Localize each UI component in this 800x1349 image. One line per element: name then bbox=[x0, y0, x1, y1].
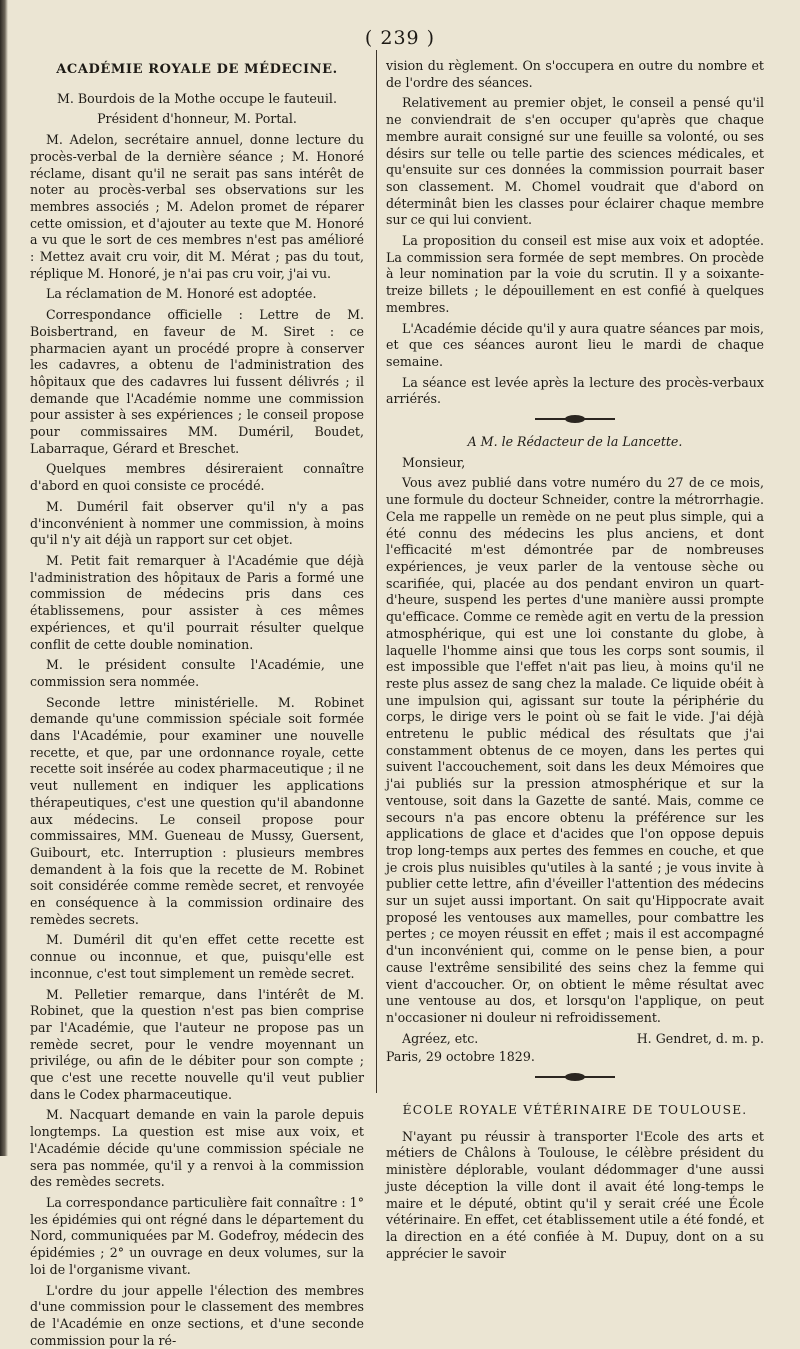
paragraph: M. Petit fait remarquer à l'Académie que déjà l'administration des hôpitaux de Paris a formé une commission de médecins pris dans ces établissemens, pour assister à ces mêmes expériences, et qu'il pourrait résulter quelque conflit de cette double nomination. bbox=[30, 552, 364, 652]
paragraph: La réclamation de M. Honoré est adoptée. bbox=[46, 286, 317, 302]
paragraph: M. Duméril dit qu'en effet cette recette est connue ou inconnue, et que, puisqu'elle est inconnue, c'est tout simplement un remède secret. bbox=[30, 932, 364, 981]
page-number: ( 239 ) bbox=[364, 27, 436, 49]
paragraph: Relativement au premier objet, le conseil a pensé qu'il ne conviendrait de s'en occuper qu'après que chaque membre aurait consigné sur une feuille sa volonté, ou ses désirs sur telle ou telle partie des sciences médicales, et qu'ensuite sur ces données la commission pourrait baser son classement. M. Chomel voudrait que d'abord on déterminât bien les classes pour éclairer chaque membre sur ce qui lui convient. bbox=[386, 95, 764, 228]
paragraph: M. Pelletier remarque, dans l'intérêt de M. Robinet, que la question n'est pas bien comprise par l'Académie, que l'auteur ne propose pas un remède secret, pour le vendre moyennant un privilége, ou afin de le débiter pour son compte ; que c'est une recette nouvelle qu'il veut publier dans le Codex pharmaceutique. bbox=[30, 986, 364, 1102]
section-heading-ecole: ÉCOLE ROYALE VÉTÉRINAIRE DE TOULOUSE. bbox=[402, 1103, 748, 1118]
ornamental-rule bbox=[535, 412, 615, 426]
section-heading-academie: ACADÉMIE ROYALE DE MÉDECINE. bbox=[56, 62, 338, 77]
right-column bbox=[386, 58, 764, 1261]
paragraph: Quelques membres désireraient connaître d'abord en quoi consiste ce procédé. bbox=[30, 461, 364, 494]
paragraph: La correspondance particulière fait connaître : 1° les épidémies qui ont régné dans le département du Nord, communiquées par M. Godefroy, médecin des épidémies ; 2° un ouvrage en deux volumes, sur la loi de l'organisme vivant. bbox=[30, 1195, 364, 1277]
paragraph: La proposition du conseil est mise aux voix et adoptée. La commission sera formée de sept membres. On procède à leur nomination par la voie du scrutin. Il y a soixante-treize billets ; le dépouillement en est confié à quelques membres. bbox=[386, 233, 764, 315]
paragraph: L'Académie décide qu'il y aura quatre séances par mois, et que ces séances auront lieu le mardi de chaque semaine. bbox=[386, 320, 764, 369]
paragraph: Seconde lettre ministérielle. M. Robinet demande qu'une commission spéciale soit formée dans l'Académie, pour examiner une nouvelle recette, et que, par une ordonnance royale, cette recette soit insérée au codex pharmaceutique ; il ne veut nullement en indiquer les applications thérapeutiques, c'est une question qu'il abandonne aux médecins. Le conseil propose pour commissaires, MM. Gueneau de Mussy, Guersent, Guibourt, etc. Interruption : plusieurs membres demandent à la fois que la recette de M. Robinet soit considérée comme remède secret, et renvoyée en conséquence à la commission ordinaire des remèdes secrets. bbox=[30, 694, 364, 927]
letter-closing: Agréez, etc. bbox=[402, 1030, 479, 1046]
paragraph: M. Adelon, secrétaire annuel, donne lecture du procès-verbal de la dernière séance ; M. Honoré réclame, disant qu'il ne serait pas sans intérêt de noter au procès-verbal ses observations sur les membres associés ; M. Adelon promet de réparer cette omission, et d'ajouter au texte que M. Honoré a vu que le sort de ces membres n'est pas amélioré : Mettez avait cru voir, dit M. Mérat ; pas du tout, réplique M. Honoré, je n'ai pas cru voir, j'ai vu. bbox=[30, 132, 364, 281]
letter-title: A M. le Rédacteur de la Lancette. bbox=[467, 434, 683, 450]
paragraph: M. le président consulte l'Académie, une commission sera nommée. bbox=[30, 657, 364, 689]
paragraph: L'ordre du jour appelle l'élection des membres d'une commission pour le classement des membres de l'Académie en onze sections, et d'une seconde commission pour la ré- bbox=[30, 1282, 364, 1348]
ornamental-rule bbox=[535, 1070, 615, 1084]
paragraph: La séance est levée après la lecture des procès-verbaux arriérés. bbox=[386, 374, 764, 407]
paragraph: Correspondance officielle : Lettre de M. Boisbertrand, en faveur de M. Siret : ce pharmacien ayant un procédé propre à conserver les cadavres, a obtenu de l'administration des hôpitaux que des cadavres lui fussent délivrés ; il demande que l'Académie nomme une commission pour assister à ses expériences ; le conseil propose pour commissaires MM. Duméril, Boudet, Labarraque, Gérard et Breschet. bbox=[30, 307, 364, 456]
column-divider bbox=[376, 50, 377, 1093]
paragraph: M. Nacquart demande en vain la parole depuis longtemps. La question est mise aux voix, et l'Académie décide qu'une commission spéciale ne sera pas nommée, qu'il y a renvoi à la commission des remèdes secrets. bbox=[30, 1107, 364, 1190]
paragraph: M. Duméril fait observer qu'il n'y a pas d'inconvénient à nommer une commission, à moins qu'il n'y ait déjà un rapport sur cet objet. bbox=[30, 498, 364, 548]
letter-place-date: Paris, 29 octobre 1829. bbox=[386, 1049, 535, 1065]
letter-body: Vous avez publié dans votre numéro du 27 de ce mois, une formule du docteur Schneider, contre la métrorrhagie. Cela me rappelle un remède on ne peut plus simple, qui a été connu des médecins les plus anciens, et dont l'efficacité m'est démontrée par de nombreuses expériences, je veux parler de la ventouse sèche ou scarifiée, qui, placée au dos pendant environ un quart-d'heure, suspend les pertes d'une manière aussi prompte qu'efficace. Comme ce remède agit en vertu de la pression atmosphérique, qui est une loi constante du globe, à laquelle l'homme ainsi que tous les corps sont soumis, il est impossible que l'effet n'ait pas lieu, à moins qu'il ne reste plus assez de sang chez la malade. Ce liquide obéit à une impulsion qui, agissant sur toute la périphérie du corps, le dirige vers le point où se fait le vide. J'ai déjà entretenu le public médical des résultats que j'ai constamment obtenus de ce moyen, dans les pertes qui suivent l'accouchement, soit dans les deux Mémoires que j'ai publiés sur la pression atmosphérique et sur la ventouse, soit dans la Gazette de santé. Mais, comme ce secours n'a pas encore obtenu la préférence sur les applications de glace et d'acides que l'on oppose depuis trop long-temps aux pertes des femmes en couche, et que je crois plus nuisibles qu'utiles à la santé ; je vous invite à publier cette lettre, afin d'éveiller l'attention des médecins sur un sujet aussi important. On sait qu'Hippocrate avait proposé les ventouses aux mamelles, pour combattre les pertes ; ce moyen réussit en effet ; mais il est accompagné d'un inconvénient qui, comme on le pense bien, a pour cause l'extrême sensibilité des seins chez la femme qui vient d'accoucher. Or, on obtient le même résultat avec une ventouse au dos, et lorsqu'on l'applique, on peut n'occasioner ni douleur ni refroidissement. bbox=[386, 475, 764, 1025]
paragraph: vision du règlement. On s'occupera en outre du nombre et de l'ordre des séances. bbox=[386, 58, 764, 90]
letter-signature bbox=[386, 1031, 764, 1048]
page-binding-edge bbox=[0, 0, 8, 1156]
paragraph: M. Bourdois de la Mothe occupe le fauteuil. bbox=[57, 90, 337, 106]
letter-signer: H. Gendret, d. m. p. bbox=[636, 1030, 764, 1046]
letter-salutation: Monsieur, bbox=[402, 454, 466, 470]
paragraph: Président d'honneur, M. Portal. bbox=[97, 111, 297, 127]
left-column bbox=[30, 58, 364, 1348]
paragraph: N'ayant pu réussir à transporter l'Ecole des arts et métiers de Châlons à Toulouse, le célèbre président du ministère déplorable, voulant dédommager d'une aussi juste déception la ville dont il avait été long-temps le maire et le député, obtint qu'il y serait créé une École vétérinaire. En effet, cet établissement utile a été fondé, et la direction en a été confiée à M. Dupuy, dont on a su apprécier le savoir bbox=[386, 1128, 764, 1261]
